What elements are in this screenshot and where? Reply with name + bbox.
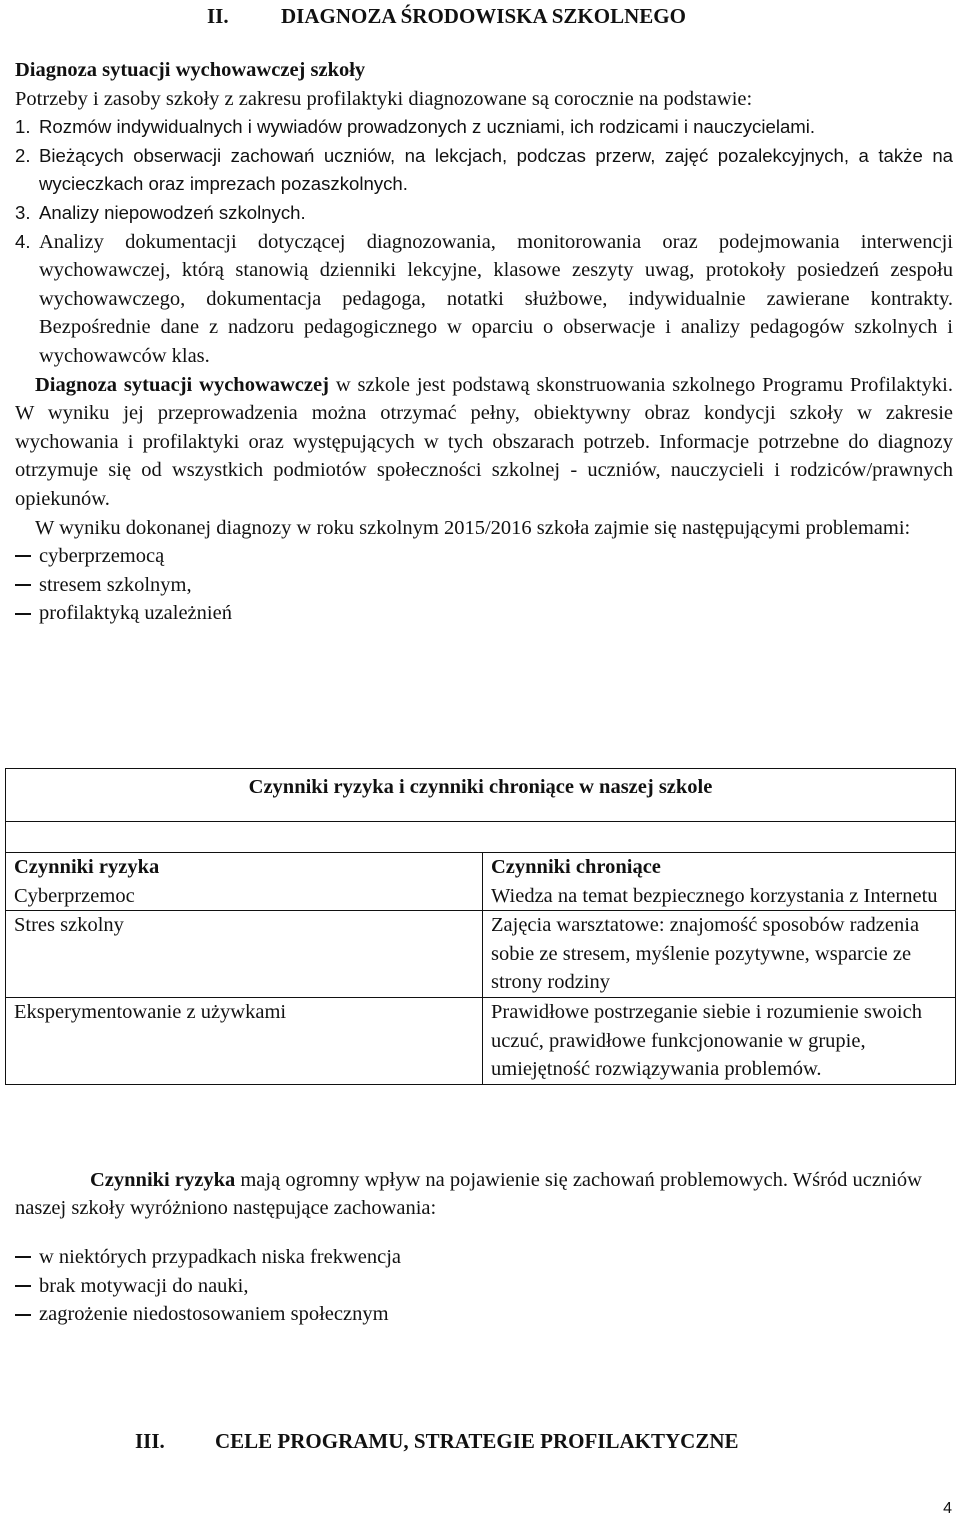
list-text: w niektórych przypadkach niska frekwencja [39, 1246, 402, 1269]
section-title: CELE PROGRAMU, STRATEGIE PROFILAKTYCZNE [215, 1429, 739, 1453]
dash-bullet-icon [15, 555, 31, 557]
table-caption: Czynniki ryzyka i czynniki chroniące w naszej szkole [6, 769, 956, 822]
table-cell: Eksperymentowanie z używkami [6, 997, 483, 1084]
list-item [15, 228, 953, 371]
section-title: DIAGNOZA ŚRODOWISKA SZKOLNEGO [281, 4, 686, 28]
table-cell: Prawidłowe postrzeganie siebie i rozumienie swoich uczuć, prawidłowe funkcjonowanie w grupie, umiejętność rozwiązywania problemów. [483, 997, 956, 1084]
behaviours-section [15, 1145, 953, 1329]
list-number: 1. [15, 116, 31, 138]
list-text: zagrożenie niedostosowaniem społecznym [39, 1303, 389, 1326]
intro-text: Potrzeby i zasoby szkoły z zakresu profilaktyki diagnozowane są corocznie na podstawie: [15, 87, 753, 110]
column-header-protective: Czynniki chroniące [491, 856, 661, 878]
list-item [15, 113, 953, 142]
list-item [15, 571, 953, 600]
list-text: profilaktyką uzależnień [39, 602, 232, 625]
column-header-risk: Czynniki ryzyka [14, 856, 160, 878]
diagnosis-section [15, 56, 953, 628]
protective-cell-text: Wiedza na temat bezpiecznego korzystania z Internetu [491, 884, 938, 907]
dash-bullet-icon [15, 1256, 31, 1258]
dash-bullet-icon [15, 1314, 31, 1316]
table-cell [6, 853, 483, 911]
dash-bullet-icon [15, 584, 31, 586]
table-row [6, 853, 956, 911]
list-item [15, 1272, 953, 1301]
diagnosis-paragraph [15, 371, 953, 514]
list-item [15, 142, 953, 199]
dash-bullet-icon [15, 613, 31, 615]
factors-table [5, 768, 956, 1085]
section-heading-ii [207, 2, 686, 31]
bold-phrase: Czynniki ryzyka [90, 1168, 236, 1191]
list-text: Rozmów indywidualnych i wywiadów prowadzonych z uczniami, ich rodzicami i nauczycielami. [39, 116, 816, 138]
list-number: 3. [15, 201, 31, 223]
list-text: Analizy niepowodzeń szkolnych. [39, 201, 306, 223]
section-number: II. [207, 4, 229, 28]
list-item [15, 599, 953, 628]
risk-cell-text: Cyberprzemoc [14, 884, 135, 907]
section-number: III. [135, 1429, 165, 1453]
list-item [15, 199, 953, 228]
list-number: 4. [15, 230, 31, 252]
table-caption-row [6, 769, 956, 822]
list-text: brak motywacji do nauki, [39, 1274, 249, 1297]
risk-paragraph [15, 1166, 953, 1223]
list-text: Analizy dokumentacji dotyczącej diagnozowania, monitorowania oraz podejmowania interwencji wychowawczej, którą stanowią dzienniki lekcyjne, klasowe zeszyty uwag, protokoły posiedzeń zespołu wychowawczego, dokumentacja pedagoga, notatki służbowe, indywidualnie zawierane kontrakty. Bezpośrednie dane z nadzoru pedagogicznego w oparciu o obserwacje i analizy pedagogów szkolnych i wychowawców klas. [39, 230, 953, 367]
list-text: cyberprzemocą [39, 545, 165, 568]
table-row [6, 911, 956, 998]
sources-list [15, 113, 953, 370]
diagnosis-heading: Diagnoza sytuacji wychowawczej szkoły [15, 59, 366, 81]
behaviours-list [15, 1243, 953, 1329]
list-item [15, 1243, 953, 1272]
table-row [6, 997, 956, 1084]
table-cell: Stres szkolny [6, 911, 483, 998]
list-number: 2. [15, 144, 31, 166]
table-cell [483, 853, 956, 911]
section-heading-iii [135, 1427, 739, 1456]
list-item [15, 542, 953, 571]
table-spacer [6, 822, 956, 853]
problems-intro: W wyniku dokonanej diagnozy w roku szkolnym 2015/2016 szkoła zajmie się następującymi problemami: [35, 516, 911, 539]
problems-list [15, 542, 953, 628]
list-text: Bieżących obserwacji zachowań uczniów, na lekcjach, podczas przerw, zajęć pozalekcyjnych, a także na wycieczkach oraz imprezach pozaszkolnych. [39, 144, 953, 195]
factors-table-wrapper [5, 768, 955, 1085]
dash-bullet-icon [15, 1285, 31, 1287]
paragraph-text: mają ogromny wpływ na pojawienie się zachowań problemowych. Wśród uczniów naszej szkoły wyróżniono następujące zachowania: [15, 1168, 922, 1220]
list-item [15, 1300, 953, 1329]
page-number: 4 [943, 1500, 952, 1517]
table-cell: Zajęcia warsztatowe: znajomość sposobów radzenia sobie ze stresem, myślenie pozytywne, wsparcie ze strony rodziny [483, 911, 956, 998]
paragraph-text: w szkole jest podstawą skonstruowania szkolnego Programu Profilaktyki. W wyniku jej przeprowadzenia można otrzymać pełny, obiektywny obraz kondycji szkoły w zakresie wychowania i profilaktyki oraz występujących w tych obszarach potrzeb. Informacje potrzebne do diagnozy otrzymuje się od wszystkich podmiotów społeczności szkolnej - uczniów, nauczycieli i rodziców/prawnych opiekunów. [15, 373, 953, 510]
list-text: stresem szkolnym, [39, 573, 192, 596]
table-spacer-row [6, 822, 956, 853]
bold-phrase: Diagnoza sytuacji wychowawczej [35, 373, 329, 396]
